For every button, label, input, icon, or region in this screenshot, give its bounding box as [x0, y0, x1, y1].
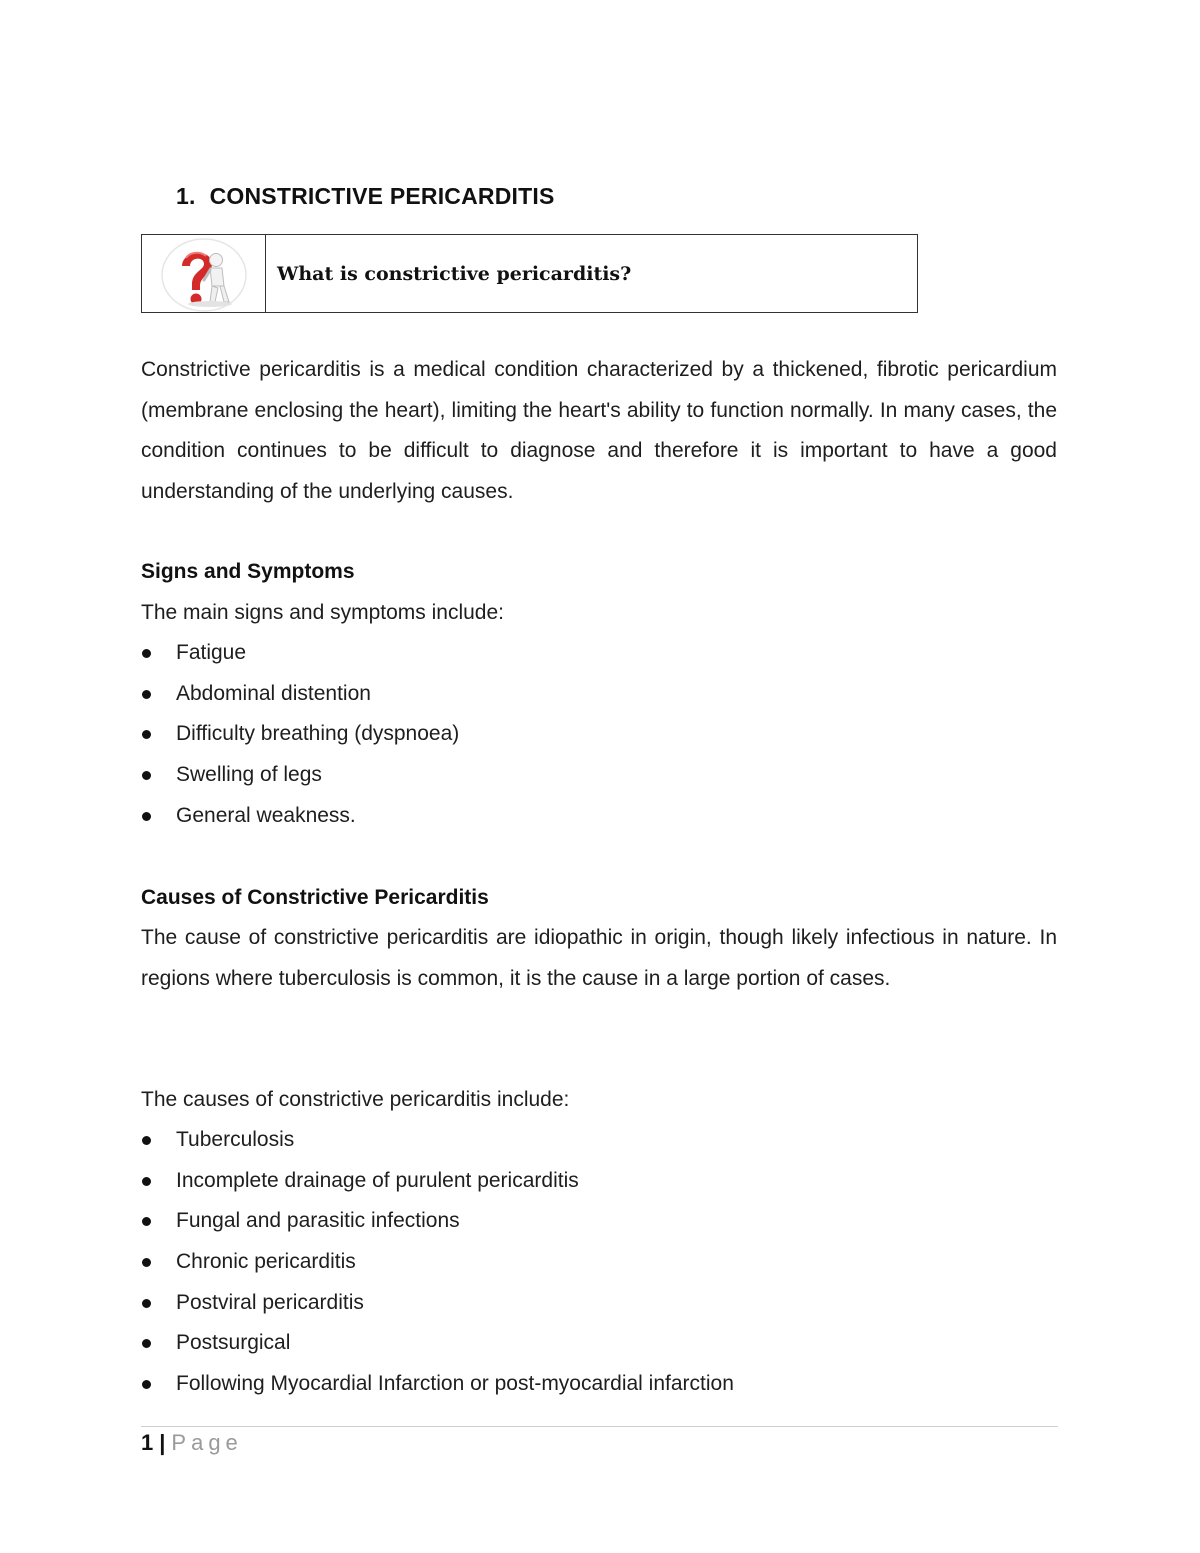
list-item-text: General weakness. [176, 803, 356, 827]
section-heading [176, 183, 555, 210]
list-item-text: Swelling of legs [176, 763, 322, 787]
bullet-icon [142, 690, 151, 699]
bullet-icon [142, 812, 151, 821]
question-text: What is constrictive pericarditis? [277, 262, 632, 285]
causes-paragraph: The cause of constrictive pericarditis are idiopathic in origin, though likely infectious in nature. In regions where tuberculosis is common, it is the cause in a large portion of cases. [141, 926, 1057, 990]
question-mark-figure-icon [160, 236, 248, 312]
section-number: 1. [176, 183, 196, 209]
intro-paragraph: Constrictive pericarditis is a medical condition characterized by a thickened, fibrotic pericardium (membrane enclosing the heart), limiting the heart's ability to function normally. In many cases, the condition continues to be difficult to diagnose and therefore it is important to have a good understanding of the underlying causes. [141, 358, 1057, 504]
bullet-icon [142, 771, 151, 780]
list-item [141, 1242, 734, 1283]
footer-divider [141, 1426, 1058, 1427]
page-footer [141, 1430, 243, 1456]
list-item [141, 1323, 734, 1364]
list-item-text: Abdominal distention [176, 681, 371, 705]
list-item-text: Postsurgical [176, 1331, 291, 1355]
causes-list [141, 1120, 734, 1405]
list-item [141, 1283, 734, 1324]
list-item-text: Fatigue [176, 641, 247, 664]
list-item [141, 1161, 734, 1202]
bullet-icon [142, 649, 151, 658]
causes-lead: The causes of constrictive pericarditis include: [141, 1088, 570, 1111]
list-item [141, 714, 459, 755]
bullet-icon [142, 1299, 151, 1308]
signs-list [141, 633, 459, 836]
list-item-text: Tuberculosis [176, 1128, 295, 1151]
list-item [141, 1120, 734, 1161]
question-box [141, 234, 918, 313]
list-item-text: Incomplete drainage of purulent pericarditis [176, 1168, 579, 1192]
list-item [141, 1364, 734, 1405]
bullet-icon [142, 1217, 151, 1226]
list-item-text: Difficulty breathing (dyspnoea) [176, 722, 460, 746]
page-label: Page [171, 1430, 243, 1455]
bullet-icon [142, 1339, 151, 1348]
list-item [141, 755, 459, 796]
page-number: 1 [141, 1430, 154, 1455]
bullet-icon [142, 730, 151, 739]
bullet-icon [142, 1380, 151, 1389]
list-item [141, 633, 459, 674]
list-item-text: Following Myocardial Infarction or post-myocardial infarction [176, 1372, 734, 1396]
bullet-icon [142, 1136, 151, 1145]
signs-heading: Signs and Symptoms [141, 560, 355, 583]
signs-lead: The main signs and symptoms include: [141, 601, 504, 624]
section-title: CONSTRICTIVE PERICARDITIS [209, 183, 555, 209]
list-item-text: Postviral pericarditis [176, 1290, 364, 1314]
list-item [141, 674, 459, 715]
bullet-icon [142, 1177, 151, 1186]
list-item-text: Fungal and parasitic infections [176, 1209, 460, 1233]
list-item [141, 796, 459, 837]
list-item [141, 1201, 734, 1242]
footer-separator: | [159, 1430, 166, 1455]
question-image-cell [142, 235, 266, 312]
bullet-icon [142, 1258, 151, 1267]
causes-heading: Causes of Constrictive Pericarditis [141, 886, 489, 909]
list-item-text: Chronic pericarditis [176, 1250, 356, 1274]
